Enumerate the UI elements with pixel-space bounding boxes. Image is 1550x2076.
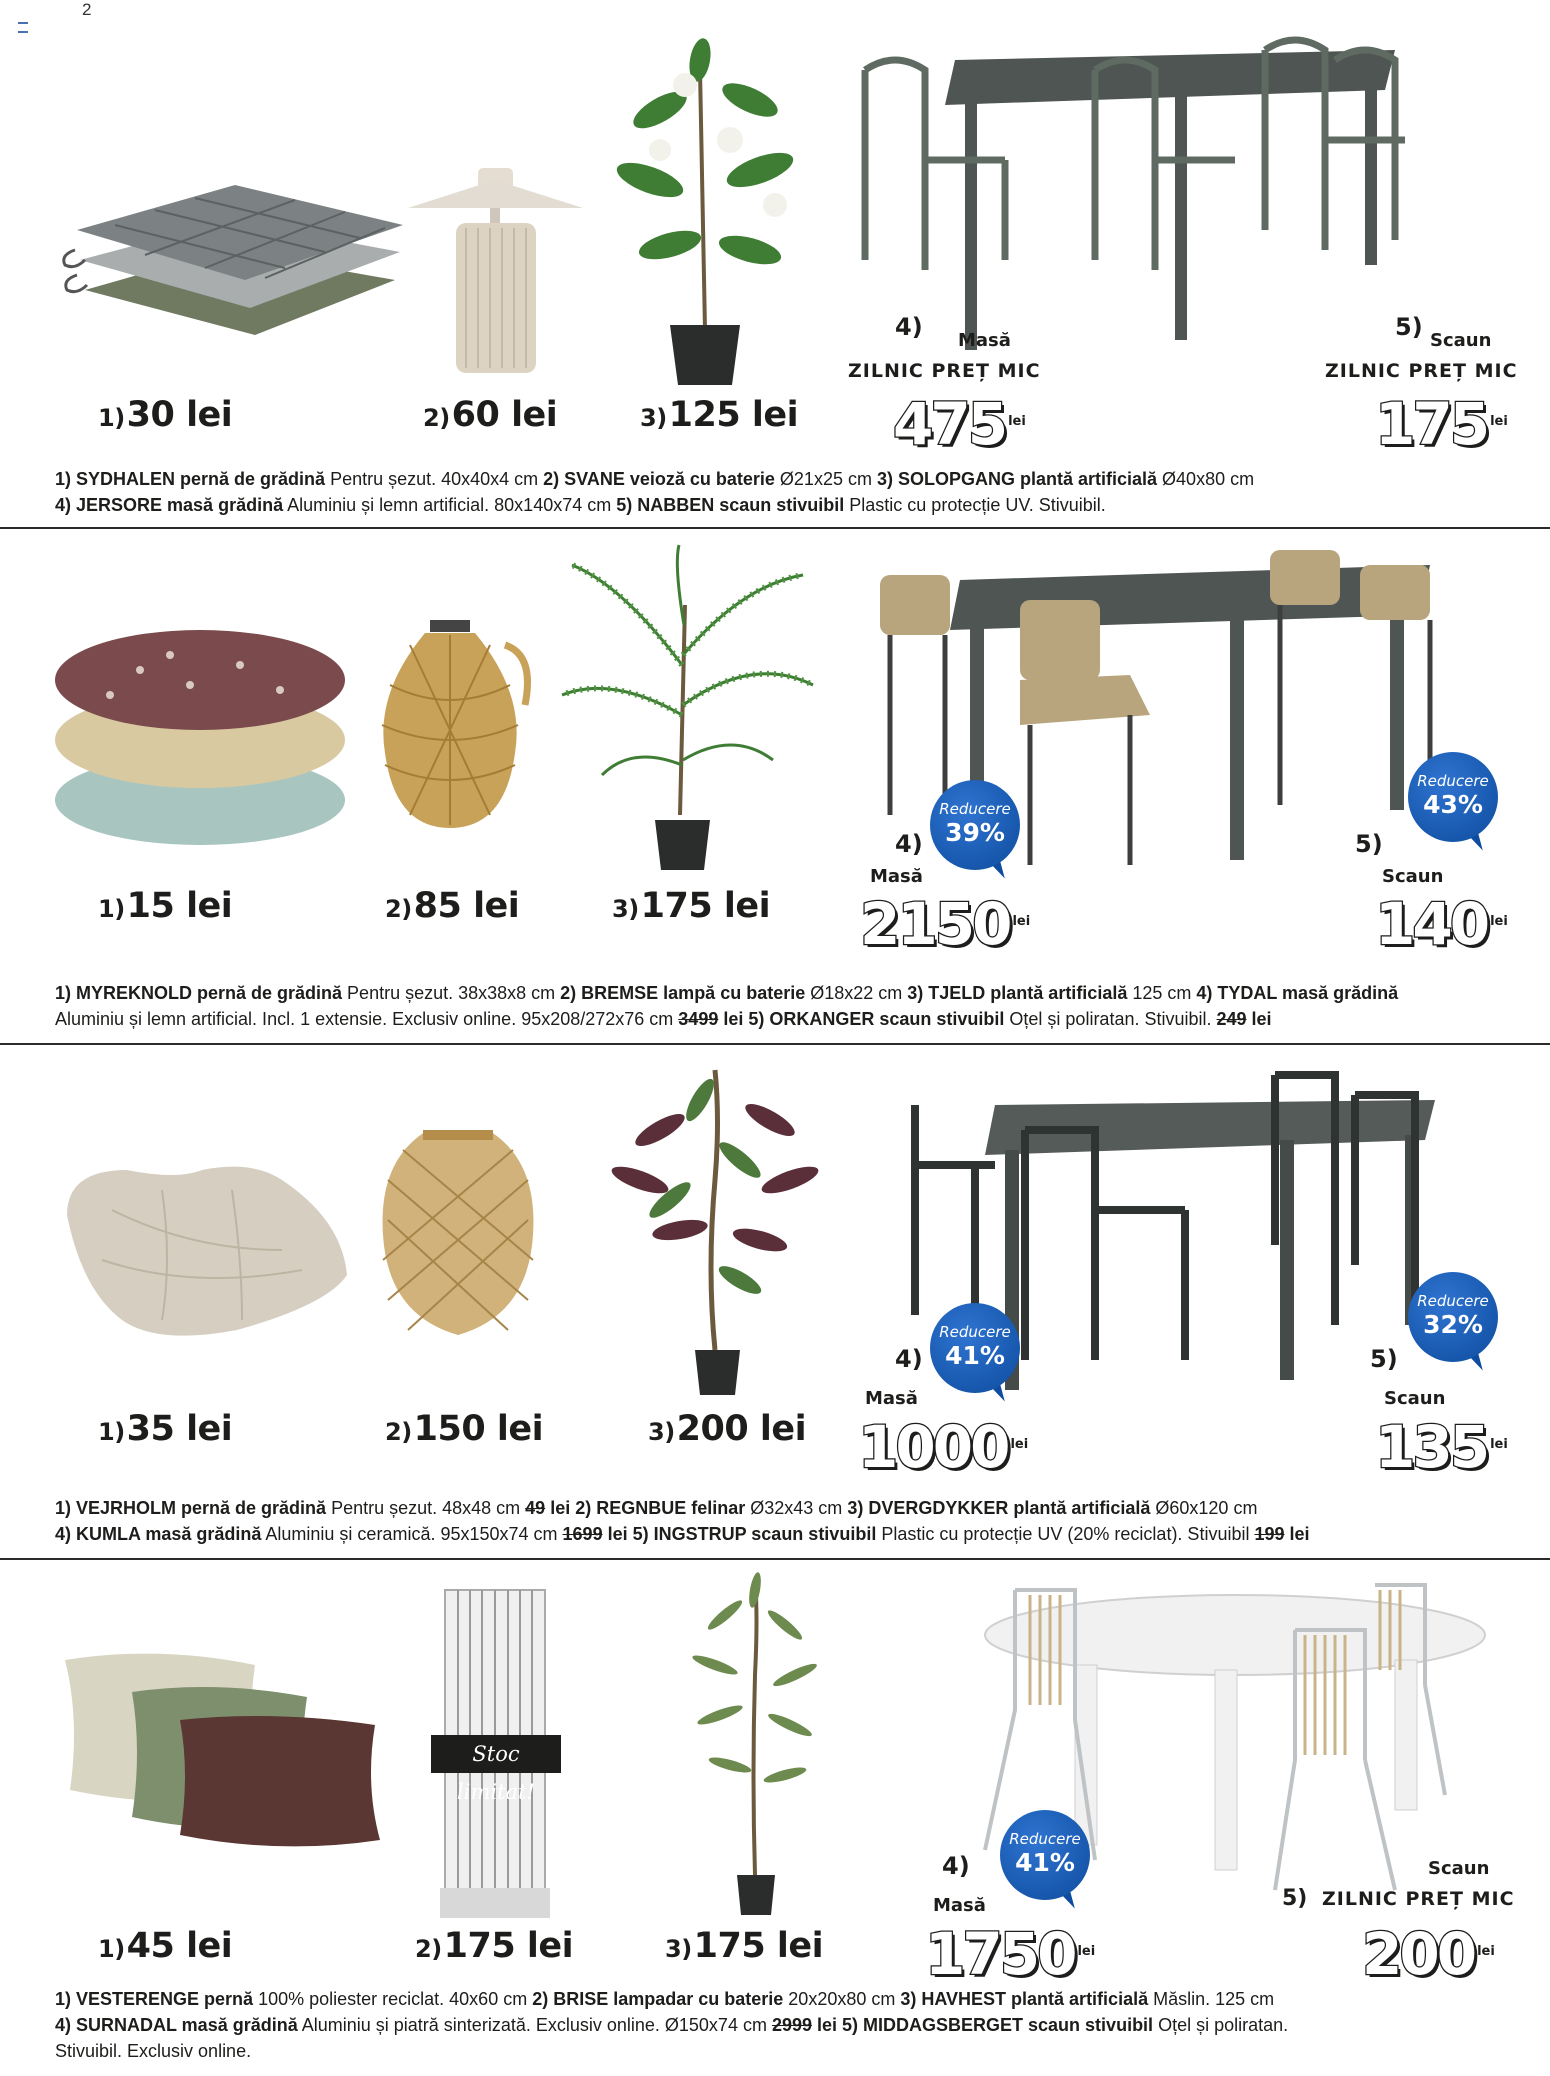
table-lamp-image xyxy=(408,168,583,378)
description-text: Ø60x120 cm xyxy=(1150,1498,1258,1518)
discount-badge-chair: Reducere 43% xyxy=(1408,752,1504,848)
chair-number: 5) xyxy=(1395,313,1423,341)
artificial-tree-image xyxy=(600,1060,830,1400)
description-text: Stivuibil. Exclusiv online. xyxy=(55,2041,252,2061)
tree-price: 3)200 lei xyxy=(648,1409,807,1449)
description-line xyxy=(55,492,1515,518)
artificial-palm-image xyxy=(550,545,820,875)
cushion-image xyxy=(52,1160,352,1340)
product-description xyxy=(55,1986,1515,2064)
description-text: 125 cm xyxy=(1127,983,1197,1003)
description-line xyxy=(55,1495,1515,1521)
limited-stock-label: Stoc limitat! xyxy=(431,1735,561,1773)
plant-price: 3)125 lei xyxy=(640,395,799,435)
description-text: Ø18x22 cm xyxy=(805,983,908,1003)
chair-price: 135 $^{lei}$ xyxy=(1375,1413,1508,1481)
table-number: 4) xyxy=(942,1852,970,1880)
page-number: 2 xyxy=(82,0,92,19)
cushion-price: 1)15 lei xyxy=(98,886,233,926)
description-text: Aluminiu și lemn artificial. 80x140x74 cm xyxy=(283,495,617,515)
description-line xyxy=(55,1006,1515,1032)
description-text: lei xyxy=(1246,1009,1272,1029)
table-label: Masă xyxy=(870,866,923,887)
garden-table-set-image xyxy=(845,30,1445,350)
description-line xyxy=(55,2012,1515,2038)
table-price: 475 $^{lei}$ xyxy=(893,390,1026,458)
table-label: Masă xyxy=(933,1895,986,1916)
description-line xyxy=(55,466,1515,492)
description-text: lei xyxy=(718,1009,749,1029)
description-text: 1) VEJRHOLM pernă de grădină xyxy=(55,1498,327,1518)
pillows-price: 1)45 lei xyxy=(98,1926,233,1966)
description-text: 3) SOLOPGANG plantă artificială xyxy=(876,469,1158,489)
description-text: Oțel și poliratan. Stivuibil. xyxy=(1004,1009,1217,1029)
table-price: 2150 $^{lei}$ xyxy=(860,890,1031,958)
floor-lamp-price: 2)175 lei xyxy=(415,1926,574,1966)
chair-promo: ZILNIC PREȚ MIC xyxy=(1322,1888,1515,1910)
table-number: 4) xyxy=(895,830,923,858)
description-text: lei xyxy=(602,1524,633,1544)
description-text: Aluminiu și piatră sinterizată. Exclusiv online. Ø150x74 cm xyxy=(297,2015,772,2035)
description-text: Ø32x43 cm xyxy=(745,1498,848,1518)
discount-badge-table: Reducere 39% xyxy=(930,780,1026,876)
product-description xyxy=(55,466,1515,518)
discount-badge-chair: Reducere 32% xyxy=(1408,1272,1504,1368)
description-text: 3) TJELD plantă artificială xyxy=(907,983,1128,1003)
description-text: Pentru șezut. 48x48 cm xyxy=(326,1498,526,1518)
palm-price: 3)175 lei xyxy=(612,886,771,926)
old-price: 249 xyxy=(1216,1009,1247,1029)
description-text: 5) INGSTRUP scaun stivuibil xyxy=(632,1524,877,1544)
old-price: 1699 xyxy=(562,1524,603,1544)
description-text: 4) TYDAL masă grădină xyxy=(1196,983,1399,1003)
description-text: 4) JERSORE masă grădină xyxy=(55,495,284,515)
description-text: Aluminiu și lemn artificial. Incl. 1 extensie. Exclusiv online. 95x208/272x76 cm xyxy=(55,1009,679,1029)
description-text: 2) SVANE veioză cu baterie xyxy=(543,469,775,489)
description-text: Oțel și poliratan. xyxy=(1153,2015,1289,2035)
description-text: lei xyxy=(1284,1524,1310,1544)
cushion-price: 1)35 lei xyxy=(98,1409,233,1449)
description-text: Aluminiu și ceramică. 95x150x74 cm xyxy=(261,1524,563,1544)
description-text: 1) VESTERENGE pernă xyxy=(55,1989,254,2009)
description-text: Plastic cu protecție UV (20% reciclat). Stivuibil xyxy=(876,1524,1255,1544)
table-number: 4) xyxy=(895,313,923,341)
divider xyxy=(0,1558,1550,1560)
rattan-lantern-image xyxy=(378,1130,538,1340)
chair-label: Scaun xyxy=(1382,866,1444,887)
old-price: 49 xyxy=(525,1498,546,1518)
old-price: 3499 xyxy=(678,1009,719,1029)
cushion-image xyxy=(55,140,405,380)
description-text: 4) KUMLA masă grădină xyxy=(55,1524,262,1544)
chair-number: 5) xyxy=(1282,1886,1308,1911)
description-text: 20x20x80 cm xyxy=(783,1989,901,2009)
table-label: Masă xyxy=(958,330,1011,351)
description-text: 2) REGNBUE felinar xyxy=(575,1498,746,1518)
description-text: 1) MYREKNOLD pernă de grădină xyxy=(55,983,343,1003)
description-line xyxy=(55,2038,1515,2064)
old-price: 2999 xyxy=(771,2015,812,2035)
chair-label: Scaun xyxy=(1430,330,1492,351)
chair-price: 175 $^{lei}$ xyxy=(1375,390,1508,458)
discount-badge-table: Reducere 41% xyxy=(930,1303,1026,1399)
rattan-lantern-image xyxy=(370,615,530,830)
product-description xyxy=(55,980,1515,1032)
description-text: 4) SURNADAL masă grădină xyxy=(55,2015,298,2035)
cushion-image xyxy=(50,625,355,850)
divider xyxy=(0,527,1550,529)
table-price: 1750 $^{lei}$ xyxy=(925,1920,1096,1988)
description-line xyxy=(55,1521,1515,1547)
cushion-price: 1)30 lei xyxy=(98,395,233,435)
description-line xyxy=(55,1986,1515,2012)
description-text: 5) ORKANGER scaun stivuibil xyxy=(748,1009,1005,1029)
chair-price: 140 $^{lei}$ xyxy=(1375,890,1508,958)
description-text: lei xyxy=(545,1498,576,1518)
description-text: Plastic cu protecție UV. Stivuibil. xyxy=(844,495,1106,515)
olive-tree-price: 3)175 lei xyxy=(665,1926,824,1966)
chair-label: Scaun xyxy=(1428,1858,1490,1879)
description-text: 5) NABBEN scaun stivuibil xyxy=(616,495,845,515)
lantern-price: 2)85 lei xyxy=(385,886,520,926)
table-number: 4) xyxy=(895,1345,923,1373)
description-text: 2) BREMSE lampă cu baterie xyxy=(560,983,806,1003)
artificial-plant-image xyxy=(600,30,810,390)
description-text: Ø21x25 cm xyxy=(774,469,877,489)
description-text: lei xyxy=(812,2015,843,2035)
table-promo: ZILNIC PREȚ MIC xyxy=(848,360,1041,382)
lamp-price: 2)60 lei xyxy=(423,395,558,435)
chair-price: 200 $^{lei}$ xyxy=(1362,1920,1495,1988)
description-text: Pentru șezut. 40x40x4 cm xyxy=(325,469,544,489)
description-text: 1) SYDHALEN pernă de grădină xyxy=(55,469,326,489)
description-text: 100% poliester reciclat. 40x60 cm xyxy=(253,1989,533,2009)
divider xyxy=(0,1043,1550,1045)
description-text: 5) MIDDAGSBERGET scaun stivuibil xyxy=(842,2015,1154,2035)
description-line xyxy=(55,980,1515,1006)
menu-icon[interactable] xyxy=(18,22,28,33)
chair-number: 5) xyxy=(1370,1345,1398,1373)
lantern-price: 2)150 lei xyxy=(385,1409,544,1449)
pillows-image xyxy=(60,1650,380,1845)
table-label: Masă xyxy=(865,1388,918,1409)
table-price: 1000 $^{lei}$ xyxy=(858,1413,1029,1481)
discount-badge-table: Reducere 41% xyxy=(1000,1810,1096,1906)
old-price: 199 xyxy=(1254,1524,1285,1544)
chair-number: 5) xyxy=(1355,830,1383,858)
description-text: Măslin. 125 cm xyxy=(1148,1989,1275,2009)
description-text: 3) HAVHEST plantă artificială xyxy=(900,1989,1149,2009)
olive-tree-image xyxy=(675,1575,835,1925)
description-text: Ø40x80 cm xyxy=(1157,469,1255,489)
description-text: 3) DVERGDYKKER plantă artificială xyxy=(847,1498,1151,1518)
description-text: 2) BRISE lampadar cu baterie xyxy=(532,1989,784,2009)
product-description xyxy=(55,1495,1515,1547)
description-text: Pentru șezut. 38x38x8 cm xyxy=(342,983,561,1003)
chair-promo: ZILNIC PREȚ MIC xyxy=(1325,360,1518,382)
chair-label: Scaun xyxy=(1384,1388,1446,1409)
